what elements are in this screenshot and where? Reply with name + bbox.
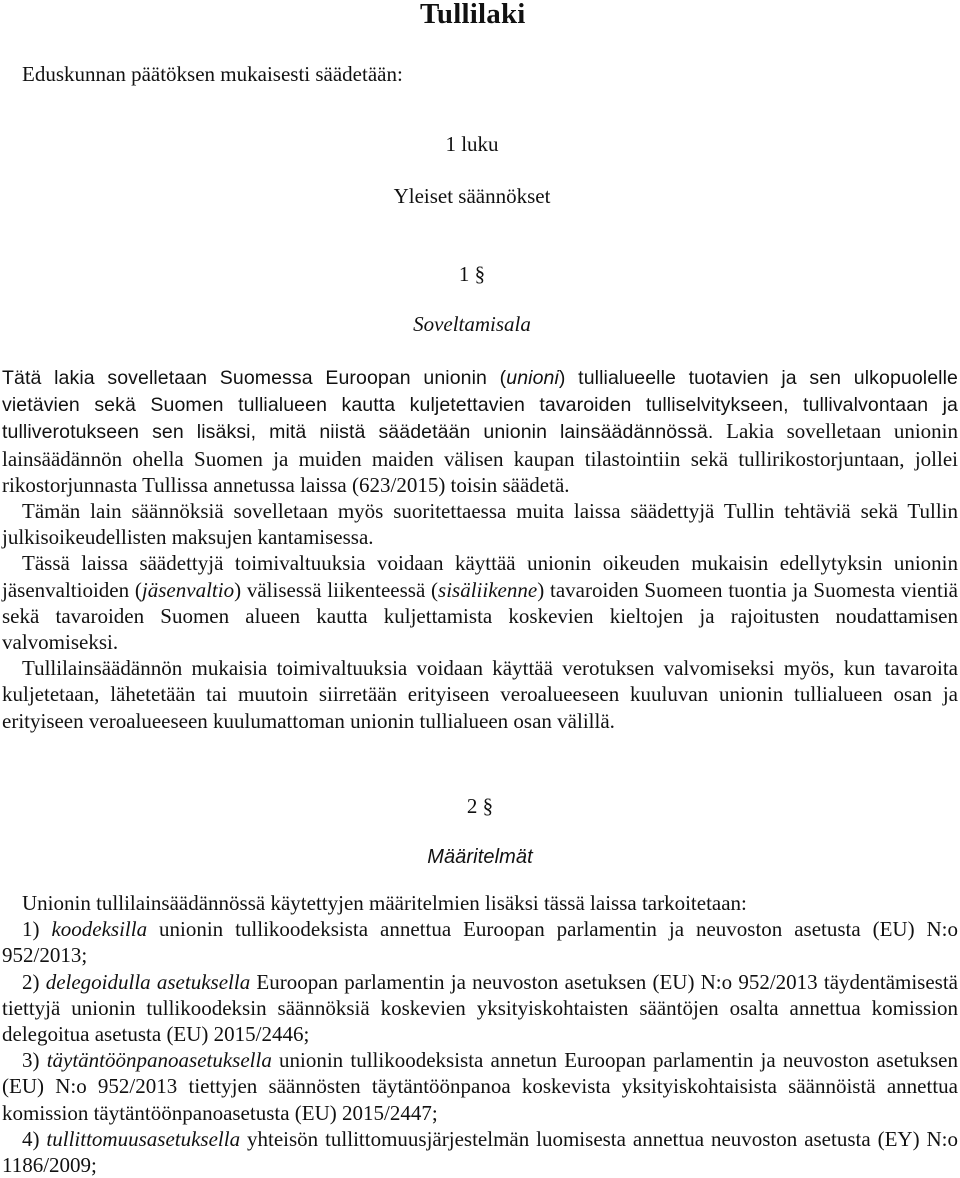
defined-term: unioni — [506, 367, 559, 389]
defined-term: täytäntöönpanoasetuksella — [46, 1048, 272, 1073]
section-1-body — [2, 364, 958, 734]
defined-term: jäsenvaltio — [141, 577, 235, 602]
section-2-title: Määritelmät — [427, 846, 533, 868]
law-title: Tullilaki — [420, 0, 526, 30]
section-2-number: 2 § — [466, 794, 494, 818]
section-2-body — [2, 890, 958, 1178]
section-2-intro: Unionin tullilainsäädännössä käytettyjen määritelmien lisäksi tässä laissa tarkoitetaan: — [22, 891, 747, 915]
paragraph-segment: Lakia sovelletaan unionin lainsäädännön ohella Suomen ja muiden maiden välisen kaupan tilastointiin sekä tullirikostorjuntaan, jollei rikostorjunnasta Tullissa annetussa laissa (623/2015) toisin säädetä. — [2, 419, 958, 497]
chapter-number: 1 luku — [445, 132, 499, 156]
section-1-paragraph-3: Tässä laissa säädettyjä toimivaltuuksia voidaan käyttää unionin oikeuden mukaisin edellytyksin unionin jäsenvaltioiden (jäsenvaltio) välisessä liikenteessä (sisäliikenne) tavaroiden Suomeen tuontia ja Suomesta vientiä sekä tavaroiden Suomen alueen kautta kuljettamista koskevien kieltojen ja rajoitusten noudattamisen valvomiseksi. — [2, 551, 958, 655]
paragraph-segment: Tätä lakia sovelletaan Suomessa Euroopan unionin (unioni) tullialueelle tuotavien ja sen ulkopuolelle vietävien sekä Suomen tullialueen kautta kuljetettavien tavaroiden tulliselvitykseen, tullivalvontaan ja tulliverotukseen sen lisäksi, mitä niistä säädetään unionin lainsäädännössä. — [2, 367, 958, 444]
definition-item: 4) tullittomuusasetuksella yhteisön tullittomuusjärjestelmän luomisesta annettua neuvoston asetusta (EY) N:o 1186/2009; — [2, 1126, 958, 1178]
section-1-paragraph-1 — [2, 364, 958, 498]
defined-term: koodeksilla — [51, 917, 148, 942]
definition-item: 2) delegoidulla asetuksella Euroopan parlamentin ja neuvoston asetuksen (EU) N:o 952/2013 täydentämisestä tiettyjä unionin tullikoodeksin säännöksiä koskevien yksityiskohtaisten sääntöjen osalta annettua komission delegoitua asetusta (EU) 2015/2446; — [2, 969, 959, 1047]
definition-item: 1) koodeksilla unionin tullikoodeksista annettua Euroopan parlamentin ja neuvoston asetusta (EU) N:o 952/2013; — [2, 917, 959, 968]
definition-item: 3) täytäntöönpanoasetuksella unionin tullikoodeksista annetun Euroopan parlamentin ja neuvoston asetuksen (EU) N:o 952/2013 tiettyjen säännösten täytäntöönpanoa koskevista yksityiskohtaisista säännöistä annettua komission täytäntöönpanoasetusta (EU) 2015/2447; — [2, 1048, 958, 1125]
section-1-title: Soveltamisala — [413, 312, 531, 336]
defined-term: sisäliikenne — [438, 577, 538, 602]
section-1-paragraph-4: Tullilainsäädännön mukaisia toimivaltuuksia voidaan käyttää verotuksen valvomiseksi myös, kun tavaroita kuljetetaan, lähetetään tai muutoin siirretään erityiseen veroalueeseen kuuluvan unionin tullialueen osan ja erityiseen veroalueeseen kuulumattoman unionin tullialueen osan välillä. — [2, 656, 958, 733]
section-1-number: 1 § — [458, 262, 486, 286]
chapter-title: Yleiset säännökset — [393, 184, 551, 208]
section-1-paragraph-2: Tämän lain säännöksiä sovelletaan myös suoritettaessa muita laissa säädettyjä Tullin tehtäviä sekä Tullin julkisoikeudellisten maksujen kantamisessa. — [2, 499, 958, 550]
defined-term: tullittomuusasetuksella — [46, 1126, 241, 1151]
defined-term: delegoidulla asetuksella — [45, 969, 251, 994]
enacting-clause: Eduskunnan päätöksen mukaisesti säädetään: — [22, 62, 403, 86]
